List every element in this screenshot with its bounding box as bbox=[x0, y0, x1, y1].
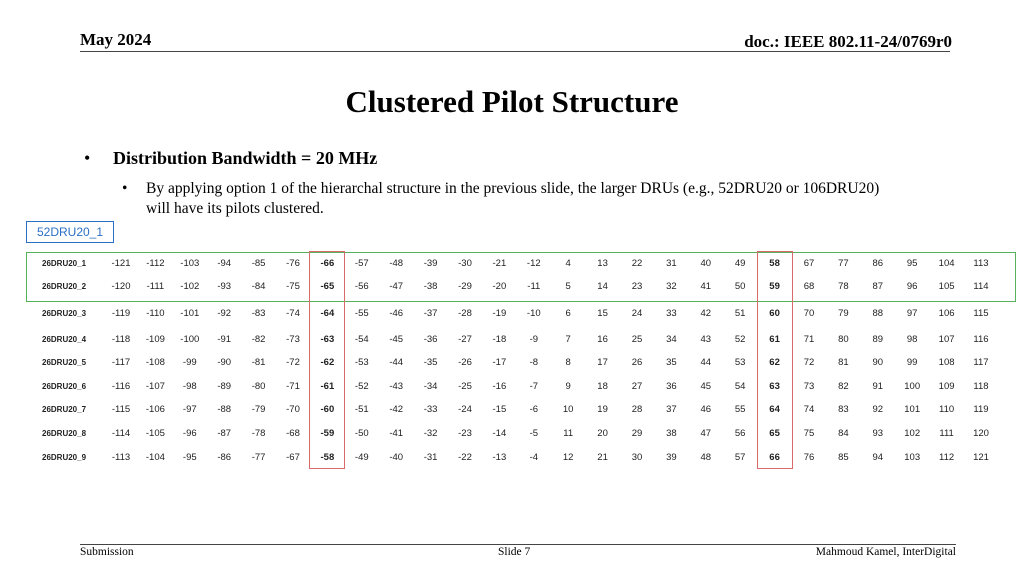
table-cell: -103 bbox=[180, 258, 200, 269]
footer-author: Mahmoud Kamel, InterDigital bbox=[815, 546, 956, 558]
row-label: 26DRU20_1 bbox=[42, 259, 87, 268]
table-cell: 27 bbox=[631, 381, 643, 392]
table-cell: -87 bbox=[217, 428, 232, 439]
table-cell: 103 bbox=[904, 452, 921, 463]
table-cell: 37 bbox=[666, 404, 677, 415]
table-cell: -30 bbox=[458, 258, 472, 269]
table-cell: 35 bbox=[666, 357, 677, 368]
table-cell: -89 bbox=[217, 381, 232, 392]
table-cell: -121 bbox=[111, 258, 131, 269]
table-cell: 32 bbox=[666, 281, 677, 292]
table-cell: -58 bbox=[320, 452, 335, 463]
table-cell: 18 bbox=[597, 381, 608, 392]
table-cell: 72 bbox=[803, 357, 815, 368]
table-cell: -120 bbox=[111, 281, 131, 292]
table-cell: 23 bbox=[631, 281, 643, 292]
table-cell: -111 bbox=[146, 281, 165, 292]
row-label: 26DRU20_5 bbox=[42, 358, 87, 367]
table-cell: 20 bbox=[597, 428, 608, 439]
table-cell: -38 bbox=[423, 281, 438, 292]
table-cell: 55 bbox=[734, 404, 746, 415]
table-cell: 63 bbox=[769, 381, 780, 392]
table-cell: 71 bbox=[803, 334, 815, 345]
table-cell: -29 bbox=[458, 281, 472, 292]
table-cell: -95 bbox=[182, 452, 197, 463]
pilot-column-highlight bbox=[757, 251, 793, 469]
header-divider bbox=[80, 51, 950, 52]
table-cell: 8 bbox=[565, 357, 571, 368]
table-cell: -52 bbox=[354, 381, 369, 392]
table-cell: 24 bbox=[631, 308, 643, 319]
table-cell: 92 bbox=[872, 404, 884, 415]
table-cell: 115 bbox=[973, 308, 989, 319]
table-cell: -86 bbox=[217, 452, 232, 463]
slide-title: Clustered Pilot Structure bbox=[345, 84, 679, 119]
table-cell: -59 bbox=[320, 428, 335, 439]
table-cell: -27 bbox=[458, 334, 472, 345]
footer-divider bbox=[80, 544, 956, 545]
table-cell: -18 bbox=[492, 334, 507, 345]
table-cell: -20 bbox=[492, 281, 507, 292]
table-cell: -114 bbox=[111, 428, 131, 439]
table-cell: 31 bbox=[666, 258, 677, 269]
table-cell: -99 bbox=[182, 357, 197, 368]
table-cell: 14 bbox=[597, 281, 608, 292]
table-cell: 46 bbox=[700, 404, 712, 415]
table-cell: 43 bbox=[700, 334, 712, 345]
table-cell: 52 bbox=[734, 334, 746, 345]
table-cell: -68 bbox=[286, 428, 300, 439]
table-cell: 114 bbox=[973, 281, 989, 292]
table-cell: -94 bbox=[217, 258, 232, 269]
table-cell: 4 bbox=[565, 258, 571, 269]
table-cell: 67 bbox=[803, 258, 815, 269]
table-cell: 99 bbox=[906, 357, 918, 368]
table-cell: -91 bbox=[217, 334, 232, 345]
table-cell: -70 bbox=[286, 404, 300, 415]
table-cell: -22 bbox=[458, 452, 472, 463]
table-cell: -7 bbox=[529, 381, 539, 392]
table-cell: -118 bbox=[111, 334, 131, 345]
table-cell: -60 bbox=[320, 404, 335, 415]
table-cell: -55 bbox=[354, 308, 369, 319]
table-cell: 26 bbox=[631, 357, 643, 368]
table-cell: 98 bbox=[906, 334, 918, 345]
table-cell: 118 bbox=[973, 381, 989, 392]
table-cell: 77 bbox=[838, 258, 849, 269]
table-cell: -16 bbox=[492, 381, 507, 392]
table-cell: -75 bbox=[286, 281, 300, 292]
table-cell: -82 bbox=[251, 334, 266, 345]
table-cell: -66 bbox=[320, 258, 335, 269]
footer-slide-number: Slide 7 bbox=[498, 546, 531, 558]
table-cell: 113 bbox=[973, 258, 989, 269]
bullet-level1-text: Distribution Bandwidth = 20 MHz bbox=[113, 148, 378, 168]
table-cell: 84 bbox=[838, 428, 849, 439]
table-cell: -73 bbox=[286, 334, 300, 345]
table-cell: -15 bbox=[492, 404, 507, 415]
table-cell: -23 bbox=[458, 428, 472, 439]
table-cell: -96 bbox=[182, 428, 197, 439]
table-cell: 101 bbox=[904, 404, 921, 415]
table-cell: 100 bbox=[904, 381, 921, 392]
table-cell: 116 bbox=[973, 334, 989, 345]
table-cell: 86 bbox=[872, 258, 884, 269]
table-cell: -48 bbox=[389, 258, 404, 269]
table-cell: -54 bbox=[354, 334, 369, 345]
table-cell: -32 bbox=[423, 428, 438, 439]
table-cell: -31 bbox=[423, 452, 438, 463]
table-cell: 6 bbox=[565, 308, 571, 319]
table-cell: 45 bbox=[700, 381, 712, 392]
table-cell: 75 bbox=[803, 428, 815, 439]
table-cell: 111 bbox=[939, 428, 954, 439]
table-cell: -62 bbox=[320, 357, 335, 368]
table-cell: -37 bbox=[423, 308, 438, 319]
table-cell: -8 bbox=[529, 357, 539, 368]
table-cell: 58 bbox=[769, 258, 780, 269]
table-cell: -47 bbox=[389, 281, 404, 292]
table-cell: 56 bbox=[734, 428, 746, 439]
row-label: 26DRU20_8 bbox=[42, 429, 87, 438]
table-cell: -26 bbox=[458, 357, 472, 368]
table-cell: 59 bbox=[769, 281, 780, 292]
bullet-dot: • bbox=[122, 180, 128, 197]
table-cell: -83 bbox=[251, 308, 266, 319]
table-cell: -112 bbox=[146, 258, 165, 269]
table-cell: -17 bbox=[492, 357, 507, 368]
table-cell: -6 bbox=[529, 404, 539, 415]
table-cell: 76 bbox=[803, 452, 815, 463]
table-cell: -14 bbox=[492, 428, 507, 439]
table-cell: -93 bbox=[217, 281, 232, 292]
table-cell: -11 bbox=[527, 281, 541, 292]
table-cell: -84 bbox=[251, 281, 266, 292]
table-cell: -76 bbox=[286, 258, 300, 269]
table-cell: 85 bbox=[838, 452, 849, 463]
table-cell: -106 bbox=[145, 404, 165, 415]
table-cell: 82 bbox=[838, 381, 849, 392]
table-cell: -92 bbox=[217, 308, 232, 319]
table-cell: -113 bbox=[111, 452, 131, 463]
row-label: 26DRU20_9 bbox=[42, 453, 87, 462]
table-cell: -49 bbox=[354, 452, 369, 463]
table-cell: -97 bbox=[182, 404, 197, 415]
table-cell: -40 bbox=[389, 452, 404, 463]
table-cell: 95 bbox=[906, 258, 918, 269]
table-cell: -33 bbox=[423, 404, 438, 415]
bullet-dot: • bbox=[84, 148, 91, 168]
table-cell: 10 bbox=[562, 404, 574, 415]
table-cell: -19 bbox=[492, 308, 507, 319]
table-cell: 51 bbox=[734, 308, 746, 319]
table-cell: 97 bbox=[906, 308, 918, 319]
table-cell: -72 bbox=[286, 357, 300, 368]
table-cell: 7 bbox=[565, 334, 571, 345]
table-cell: -43 bbox=[389, 381, 404, 392]
table-cell: -81 bbox=[251, 357, 266, 368]
table-cell: 87 bbox=[872, 281, 884, 292]
table-cell: -44 bbox=[389, 357, 404, 368]
table-cell: 109 bbox=[938, 381, 955, 392]
table-cell: 62 bbox=[769, 357, 780, 368]
table-cell: 74 bbox=[803, 404, 815, 415]
table-cell: 5 bbox=[565, 281, 571, 292]
table-cell: -107 bbox=[145, 381, 165, 392]
table-cell: 121 bbox=[973, 452, 989, 463]
table-cell: -78 bbox=[251, 428, 266, 439]
table-cell: 22 bbox=[631, 258, 643, 269]
table-cell: -64 bbox=[320, 308, 335, 319]
table-cell: -25 bbox=[458, 381, 472, 392]
table-cell: -108 bbox=[145, 357, 165, 368]
table-cell: -13 bbox=[492, 452, 507, 463]
row-label: 26DRU20_2 bbox=[42, 282, 87, 291]
table-cell: -56 bbox=[354, 281, 369, 292]
table-cell: 39 bbox=[666, 452, 677, 463]
table-cell: -9 bbox=[529, 334, 539, 345]
table-cell: 19 bbox=[597, 404, 608, 415]
header-doc-id: doc.: IEEE 802.11-24/0769r0 bbox=[744, 32, 952, 51]
dru-tag-label: 52DRU20_1 bbox=[26, 221, 114, 243]
row-label: 26DRU20_7 bbox=[42, 405, 87, 414]
table-cell: 94 bbox=[872, 452, 884, 463]
table-cell: -53 bbox=[354, 357, 369, 368]
table-cell: 112 bbox=[939, 452, 955, 463]
table-cell: -101 bbox=[180, 308, 200, 319]
table-cell: 60 bbox=[769, 308, 780, 319]
table-cell: -98 bbox=[182, 381, 197, 392]
table-cell: 53 bbox=[734, 357, 746, 368]
table-cell: 78 bbox=[838, 281, 849, 292]
table-cell: -85 bbox=[251, 258, 266, 269]
table-cell: 44 bbox=[700, 357, 712, 368]
table-cell: -65 bbox=[320, 281, 335, 292]
bullet-level2-text: By applying option 1 of the hierarchal structure in the previous slide, the larger DRUs (e.g., 52DRU20 or 106DRU20) will have its pilots clustered. bbox=[146, 180, 880, 217]
table-cell: 104 bbox=[938, 258, 955, 269]
table-cell: -41 bbox=[389, 428, 404, 439]
table-cell: 15 bbox=[597, 308, 608, 319]
table-cell: -110 bbox=[146, 308, 165, 319]
table-cell: -35 bbox=[423, 357, 438, 368]
table-cell: -104 bbox=[145, 452, 165, 463]
table-cell: -34 bbox=[423, 381, 438, 392]
table-cell: 93 bbox=[872, 428, 884, 439]
table-cell: 54 bbox=[734, 381, 746, 392]
table-cell: -50 bbox=[354, 428, 369, 439]
table-cell: -61 bbox=[320, 381, 335, 392]
table-cell: -116 bbox=[111, 381, 131, 392]
table-cell: -117 bbox=[111, 357, 131, 368]
table-cell: 64 bbox=[769, 404, 780, 415]
row-label: 26DRU20_3 bbox=[42, 309, 87, 318]
table-cell: 89 bbox=[872, 334, 884, 345]
table-cell: 28 bbox=[631, 404, 643, 415]
table-cell: -63 bbox=[320, 334, 335, 345]
table-cell: -45 bbox=[389, 334, 404, 345]
table-cell: -57 bbox=[354, 258, 369, 269]
pilot-column-highlight bbox=[309, 251, 345, 469]
table-cell: 16 bbox=[597, 334, 608, 345]
table-cell: 21 bbox=[597, 452, 608, 463]
table-cell: -10 bbox=[526, 308, 541, 319]
table-cell: -102 bbox=[180, 281, 200, 292]
table-cell: -77 bbox=[251, 452, 266, 463]
table-cell: 88 bbox=[872, 308, 884, 319]
table-cell: -88 bbox=[217, 404, 232, 415]
table-cell: 83 bbox=[838, 404, 849, 415]
table-cell: 107 bbox=[938, 334, 955, 345]
table-cell: 40 bbox=[700, 258, 712, 269]
table-cell: 50 bbox=[734, 281, 746, 292]
table-cell: 91 bbox=[872, 381, 884, 392]
table-cell: 11 bbox=[563, 428, 574, 439]
table-cell: 70 bbox=[803, 308, 815, 319]
table-cell: 66 bbox=[769, 452, 780, 463]
table-cell: -90 bbox=[217, 357, 232, 368]
table-cell: -100 bbox=[180, 334, 200, 345]
row-label: 26DRU20_6 bbox=[42, 382, 87, 391]
table-cell: 90 bbox=[872, 357, 884, 368]
table-cell: 30 bbox=[631, 452, 643, 463]
table-cell: -80 bbox=[251, 381, 266, 392]
table-cell: 36 bbox=[666, 381, 677, 392]
table-cell: -21 bbox=[492, 258, 507, 269]
table-cell: -71 bbox=[286, 381, 300, 392]
table-cell: 117 bbox=[973, 357, 989, 368]
table-cell: -67 bbox=[286, 452, 300, 463]
table-cell: 33 bbox=[666, 308, 677, 319]
row-label: 26DRU20_4 bbox=[42, 335, 87, 344]
table-cell: 108 bbox=[938, 357, 955, 368]
table-cell: 110 bbox=[939, 404, 955, 415]
table-cell: 41 bbox=[700, 281, 712, 292]
table-cell: 81 bbox=[838, 357, 849, 368]
table-cell: -5 bbox=[529, 428, 539, 439]
table-cell: -119 bbox=[111, 308, 131, 319]
table-cell: 47 bbox=[700, 428, 712, 439]
table-cell: 29 bbox=[631, 428, 643, 439]
table-cell: 57 bbox=[734, 452, 746, 463]
table-cell: 9 bbox=[565, 381, 571, 392]
header-date: May 2024 bbox=[80, 30, 152, 49]
table-cell: -28 bbox=[458, 308, 472, 319]
footer-submission: Submission bbox=[80, 546, 134, 558]
table-cell: -51 bbox=[354, 404, 369, 415]
table-cell: 119 bbox=[973, 404, 989, 415]
table-cell: -12 bbox=[526, 258, 541, 269]
table-cell: 49 bbox=[734, 258, 746, 269]
table-cell: -74 bbox=[286, 308, 300, 319]
table-cell: -24 bbox=[458, 404, 472, 415]
table-cell: -42 bbox=[389, 404, 404, 415]
table-cell: -39 bbox=[423, 258, 438, 269]
table-cell: 105 bbox=[938, 281, 955, 292]
table-cell: -4 bbox=[529, 452, 539, 463]
table-cell: 48 bbox=[700, 452, 712, 463]
table-cell: 79 bbox=[838, 308, 849, 319]
table-cell: 65 bbox=[769, 428, 780, 439]
table-cell: 42 bbox=[700, 308, 712, 319]
table-cell: -36 bbox=[423, 334, 438, 345]
table-cell: -46 bbox=[389, 308, 404, 319]
table-cell: 68 bbox=[803, 281, 815, 292]
table-cell: 17 bbox=[597, 357, 608, 368]
table-cell: 80 bbox=[838, 334, 849, 345]
table-cell: -105 bbox=[145, 428, 165, 439]
table-cell: -79 bbox=[251, 404, 266, 415]
table-cell: 12 bbox=[562, 452, 574, 463]
table-cell: 25 bbox=[631, 334, 643, 345]
table-cell: 73 bbox=[803, 381, 815, 392]
table-cell: 102 bbox=[904, 428, 921, 439]
table-cell: 106 bbox=[938, 308, 955, 319]
table-cell: -109 bbox=[145, 334, 165, 345]
table-cell: 96 bbox=[906, 281, 918, 292]
table-cell: 34 bbox=[666, 334, 677, 345]
table-cell: 61 bbox=[769, 334, 780, 345]
table-cell: 120 bbox=[973, 428, 989, 439]
table-cell: -115 bbox=[111, 404, 131, 415]
table-cell: 38 bbox=[666, 428, 677, 439]
table-cell: 13 bbox=[597, 258, 608, 269]
